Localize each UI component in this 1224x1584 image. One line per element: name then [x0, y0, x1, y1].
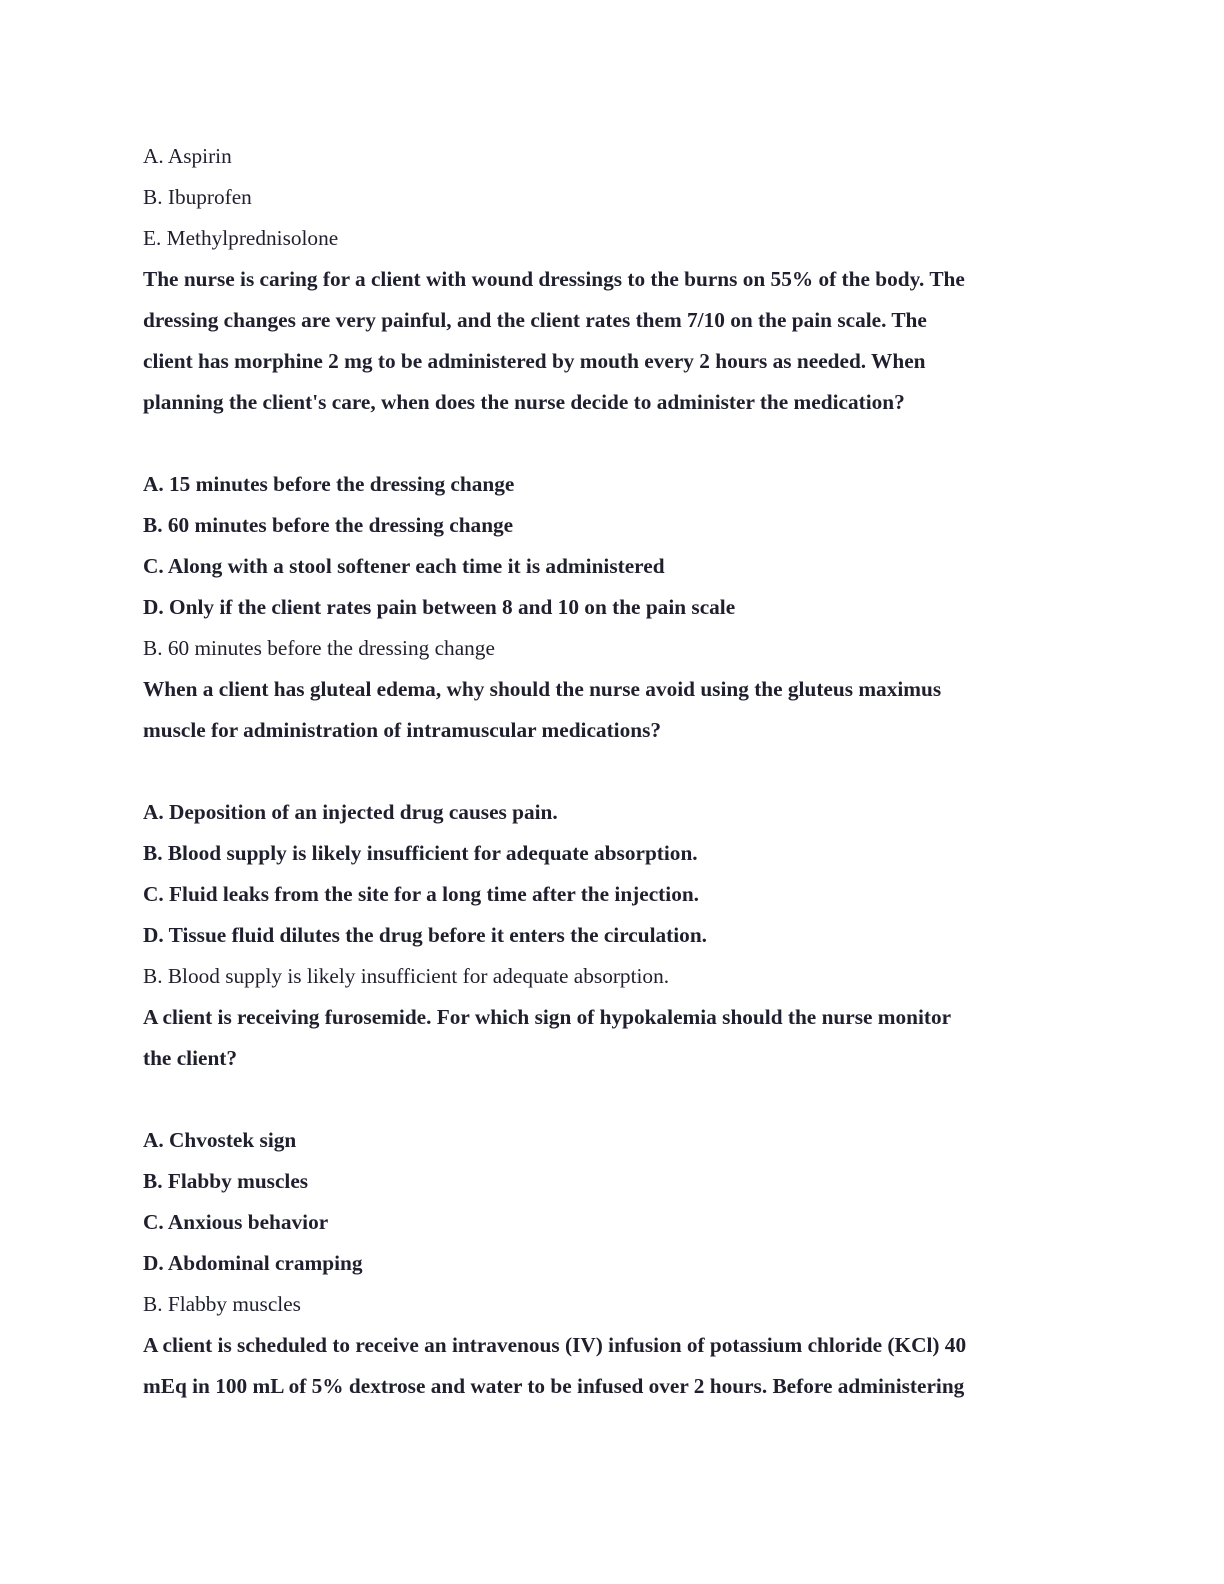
- option-b: B. Blood supply is likely insufficient for adequate absorption.: [143, 841, 698, 865]
- answer-choice: A. Aspirin: [143, 144, 232, 168]
- option-a: A. 15 minutes before the dressing change: [143, 472, 515, 496]
- option-a: A. Chvostek sign: [143, 1128, 297, 1152]
- question-text: client has morphine 2 mg to be administered by mouth every 2 hours as needed. When: [143, 349, 926, 373]
- option-a: A. Deposition of an injected drug causes pain.: [143, 800, 558, 824]
- question-text: When a client has gluteal edema, why should the nurse avoid using the gluteus maximus: [143, 677, 942, 701]
- option-c: C. Fluid leaks from the site for a long time after the injection.: [143, 882, 700, 906]
- blank-line: [143, 423, 1083, 464]
- option-d: D. Abdominal cramping: [143, 1251, 363, 1275]
- blank-line: [143, 1079, 1083, 1120]
- option-b: B. Flabby muscles: [143, 1169, 309, 1193]
- option-c: C. Along with a stool softener each time it is administered: [143, 554, 665, 578]
- question-text: the client?: [143, 1046, 238, 1070]
- question-text: mEq in 100 mL of 5% dextrose and water to be infused over 2 hours. Before administering: [143, 1374, 965, 1398]
- answer-text: B. Flabby muscles: [143, 1292, 301, 1316]
- option-b: B. 60 minutes before the dressing change: [143, 513, 514, 537]
- question-text: planning the client's care, when does the nurse decide to administer the medication?: [143, 390, 905, 414]
- question-text: A client is receiving furosemide. For which sign of hypokalemia should the nurse monitor: [143, 1005, 952, 1029]
- question-text: The nurse is caring for a client with wound dressings to the burns on 55% of the body. The: [143, 267, 965, 291]
- answer-choice: E. Methylprednisolone: [143, 226, 339, 250]
- document-body: [143, 136, 1083, 1407]
- option-d: D. Tissue fluid dilutes the drug before it enters the circulation.: [143, 923, 707, 947]
- question-text: muscle for administration of intramuscular medications?: [143, 718, 662, 742]
- answer-text: B. Blood supply is likely insufficient for adequate absorption.: [143, 964, 670, 988]
- option-d: D. Only if the client rates pain between 8 and 10 on the pain scale: [143, 595, 736, 619]
- option-c: C. Anxious behavior: [143, 1210, 329, 1234]
- question-text: A client is scheduled to receive an intravenous (IV) infusion of potassium chloride (KCl) 40: [143, 1333, 967, 1357]
- answer-choice: B. Ibuprofen: [143, 185, 252, 209]
- question-text: dressing changes are very painful, and the client rates them 7/10 on the pain scale. The: [143, 308, 927, 332]
- blank-line: [143, 751, 1083, 792]
- answer-text: B. 60 minutes before the dressing change: [143, 636, 495, 660]
